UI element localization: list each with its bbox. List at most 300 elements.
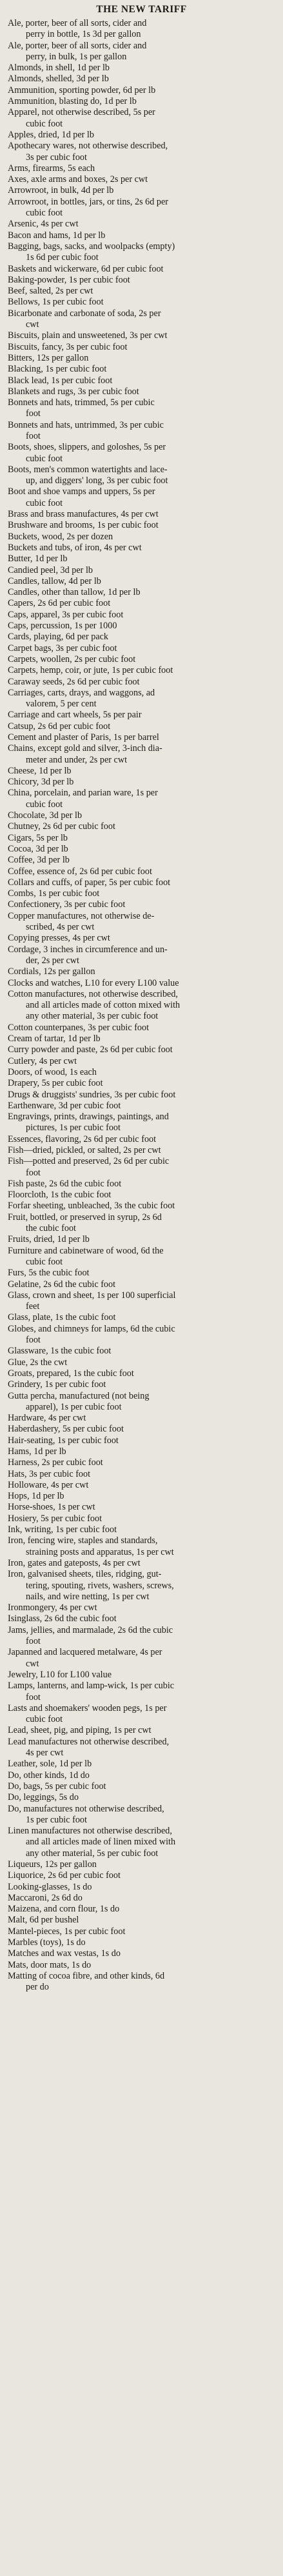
entry-line: Lead manufactures not otherwise described, [8, 1736, 170, 1747]
tariff-entry [8, 944, 278, 967]
tariff-entry [8, 643, 278, 654]
entry-line: Chicory, 3d per lb [8, 777, 74, 788]
tariff-entry [8, 1725, 278, 1736]
tariff-entry [8, 1391, 278, 1413]
tariff-entry [8, 1457, 278, 1468]
tariff-entry [8, 1368, 278, 1379]
tariff-entry [8, 130, 278, 141]
tariff-entry [8, 264, 278, 275]
tariff-entry [8, 1569, 278, 1603]
entry-line: Baskets and wickerware, 6d per cubic foot [8, 263, 164, 274]
entry-line: Bitters, 12s per gallon [8, 352, 89, 363]
entry-continuation: 1s 6d per cubic foot [26, 252, 99, 263]
entry-continuation: the cubic foot [26, 1223, 77, 1234]
tariff-entry [8, 1379, 278, 1390]
tariff-entry [8, 1179, 278, 1190]
tariff-entry [8, 888, 278, 899]
entry-line: Cream of tartar, 1d per lb [8, 1033, 101, 1044]
tariff-entry [8, 386, 278, 397]
entry-line: Do, manufactures not otherwise described, [8, 1803, 164, 1814]
entry-line: Arms, firearms, 5s each [8, 163, 95, 174]
entry-continuation: foot [26, 1692, 41, 1702]
tariff-entry [8, 342, 278, 353]
entry-continuation: meter and under, 2s per cwt [26, 754, 128, 765]
entry-continuation: cwt [26, 1658, 39, 1669]
entry-line: Gutta percha, manufactured (not being [8, 1390, 150, 1401]
entry-line: Iron, galvanised sheets, tiles, ridging, gut- [8, 1569, 162, 1580]
tariff-entry [8, 1937, 278, 1948]
tariff-entry [8, 1023, 278, 1033]
entry-line: Fish—potted and preserved, 2s 6d per cubic [8, 1156, 170, 1167]
entry-line: Matches and wax vestas, 1s do [8, 1948, 121, 1959]
entry-line: Glassware, 1s the cubic foot [8, 1346, 112, 1357]
entry-line: Apples, dried, 1d per lb [8, 129, 94, 140]
entry-line: Carpet bags, 3s per cubic foot [8, 643, 117, 654]
entry-continuation: valorem, 5 per cent [26, 699, 97, 710]
tariff-entry [8, 509, 278, 520]
tariff-entry [8, 665, 278, 676]
entry-line: Glass, crown and sheet, 1s per 100 superficial [8, 1290, 176, 1301]
tariff-entry [8, 1870, 278, 1881]
entry-line: Haberdashery, 5s per cubic foot [8, 1424, 124, 1435]
entry-line: Catsup, 2s 6d per cubic foot [8, 721, 111, 732]
tariff-entry [8, 1535, 278, 1558]
entry-line: Blankets and rugs, 3s per cubic foot [8, 386, 139, 397]
entry-line: Matting of cocoa fibre, and other kinds, 6d [8, 1970, 165, 1981]
entry-continuation: straining posts and apparatus, 1s per cwt [26, 1546, 174, 1557]
entry-line: Boot and shoe vamps and uppers, 5s per [8, 486, 155, 497]
tariff-entry [8, 1647, 278, 1670]
entry-line: Brushware and brooms, 1s per cubic foot [8, 520, 159, 531]
tariff-entry [8, 1112, 278, 1134]
tariff-entry [8, 777, 278, 788]
tariff-entry [8, 442, 278, 464]
entry-line: Buckets and tubs, of iron, 4s per cwt [8, 542, 142, 553]
tariff-entry [8, 1882, 278, 1893]
entry-line: Axes, axle arms and boxes, 2s per cwt [8, 174, 148, 185]
entry-line: Ammunition, blasting do, 1d per lb [8, 96, 137, 107]
tariff-entry [8, 1625, 278, 1648]
entry-line: Biscuits, plain and unsweetened, 3s per cwt [8, 330, 168, 341]
tariff-entry [8, 185, 278, 196]
entry-line: Linen manufactures not otherwise described, [8, 1826, 172, 1837]
entry-line: Globes, and chimneys for lamps, 6d the cubic [8, 1323, 175, 1334]
entry-line: Almonds, in shell, 1d per lb [8, 63, 110, 74]
tariff-entry [8, 1770, 278, 1781]
tariff-entry [8, 486, 278, 509]
entry-line: Ale, porter, beer of all sorts, cider and [8, 18, 147, 28]
entry-line: Hops, 1d per lb [8, 1491, 64, 1502]
entry-line: Cutlery, 4s per cwt [8, 1055, 77, 1066]
entry-continuation: any other material, 5s per cubic foot [26, 1848, 159, 1859]
entry-line: Blacking, 1s per cubic foot [8, 364, 107, 375]
tariff-entry [8, 330, 278, 341]
entry-line: Ammunition, sporting powder, 6d per lb [8, 85, 156, 95]
entry-line: Mantel-pieces, 1s per cubic foot [8, 1926, 126, 1937]
entry-continuation: and all articles made of cotton mixed with [26, 1000, 181, 1011]
entry-line: Hats, 3s per cubic foot [8, 1468, 91, 1479]
entry-line: Cards, playing, 6d per pack [8, 632, 109, 643]
tariff-entry [8, 241, 278, 264]
tariff-entry [8, 855, 278, 866]
tariff-entry [8, 1681, 278, 1703]
entry-line: Lasts and shoemakers' wooden pegs, 1s per [8, 1702, 167, 1713]
entry-line: Carpets, hemp, coir, or jute, 1s per cubic foot [8, 665, 173, 676]
entry-line: Confectionery, 3s per cubic foot [8, 899, 126, 910]
tariff-entry [8, 933, 278, 944]
tariff-entry [8, 1090, 278, 1101]
tariff-entry [8, 1435, 278, 1446]
entry-line: Baking-powder, 1s per cubic foot [8, 274, 130, 285]
entry-continuation: foot [26, 1167, 41, 1178]
tariff-entry [8, 1044, 278, 1055]
entry-line: Holloware, 4s per cwt [8, 1479, 89, 1490]
tariff-entry [8, 810, 278, 821]
entry-line: Gelatine, 2s 6d the cubic foot [8, 1279, 116, 1290]
tariff-entry [8, 219, 278, 230]
entry-line: Bonnets and hats, trimmed, 5s per cubic [8, 397, 155, 408]
tariff-entry [8, 1424, 278, 1435]
entry-continuation: foot [26, 1636, 41, 1647]
tariff-entry [8, 532, 278, 543]
entry-line: Candied peel, 3d per lb [8, 564, 93, 575]
tariff-entry [8, 1357, 278, 1368]
entry-line: Candles, other than tallow, 1d per lb [8, 587, 141, 598]
entry-continuation: perry, in bulk, 1s per gallon [26, 51, 127, 62]
tariff-entry [8, 844, 278, 855]
entry-line: Cordage, 3 inches in circumference and un- [8, 944, 168, 955]
entry-continuation: 4s per cwt [26, 1748, 64, 1759]
tariff-entry [8, 899, 278, 910]
tariff-entry [8, 1513, 278, 1524]
entry-continuation: scribed, 4s per cwt [26, 922, 95, 933]
entry-line: Hosiery, 5s per cubic foot [8, 1513, 102, 1524]
entry-line: Cordials, 12s per gallon [8, 966, 95, 977]
entry-line: Glue, 2s the cwt [8, 1357, 68, 1368]
tariff-entry [8, 353, 278, 364]
entry-continuation: and all articles made of linen mixed with [26, 1837, 176, 1848]
entry-line: Carpets, woollen, 2s per cubic foot [8, 654, 136, 664]
tariff-entry [8, 632, 278, 643]
tariff-entry [8, 1324, 278, 1346]
entry-line: Cotton counterpanes, 3s per cubic foot [8, 1022, 150, 1033]
tariff-entry [8, 621, 278, 632]
tariff-entry [8, 1190, 278, 1201]
tariff-entry [8, 1737, 278, 1759]
entry-line: Arrowroot, in bottles, jars, or tins, 2s 6d per [8, 196, 169, 207]
tariff-entry [8, 1926, 278, 1937]
entry-line: Boots, shoes, slippers, and goloshes, 5s per [8, 442, 166, 453]
entry-line: Do, bags, 5s per cubic foot [8, 1781, 106, 1792]
tariff-entry [8, 654, 278, 665]
tariff-entry [8, 18, 278, 41]
tariff-entry [8, 174, 278, 185]
tariff-entry [8, 1346, 278, 1357]
tariff-entry [8, 911, 278, 934]
tariff-entry [8, 375, 278, 386]
entry-line: Horse-shoes, 1s per cwt [8, 1502, 95, 1513]
entry-continuation: foot [26, 430, 41, 441]
entry-line: Combs, 1s per cubic foot [8, 888, 100, 899]
tariff-entry [8, 1290, 278, 1313]
tariff-entry [8, 1078, 278, 1089]
entry-continuation: feet [26, 1301, 40, 1312]
entry-continuation: pictures, 1s per cubic foot [26, 1123, 121, 1133]
entry-line: Malt, 6d per bushel [8, 1915, 79, 1926]
page-title: THE NEW TARIFF [96, 4, 187, 15]
tariff-entry [8, 1234, 278, 1245]
entry-line: Jewelry, L10 for L100 value [8, 1669, 112, 1680]
entry-line: Biscuits, fancy, 3s per cubic foot [8, 341, 128, 352]
entry-line: Caps, percussion, 1s per 1000 [8, 621, 117, 632]
entry-continuation: any other material, 3s per cubic foot [26, 1011, 159, 1022]
entry-line: Furniture and cabinetware of wood, 6d the [8, 1245, 164, 1256]
entry-line: Forfar sheeting, unbleached, 3s the cubic foot [8, 1201, 175, 1212]
entry-line: Capers, 2s 6d per cubic foot [8, 598, 111, 609]
tariff-entry [8, 1502, 278, 1513]
entry-line: Apothecary wares, not otherwise described, [8, 141, 168, 152]
entry-line: Floorcloth, 1s the cubic foot [8, 1190, 112, 1201]
tariff-entry [8, 1480, 278, 1491]
entry-line: Iron, fencing wire, staples and standards, [8, 1535, 158, 1546]
tariff-entry [8, 197, 278, 219]
entry-line: Chains, except gold and silver, 3-inch dia- [8, 743, 162, 754]
tariff-entry [8, 1781, 278, 1792]
tariff-entry [8, 788, 278, 810]
entry-continuation: foot [26, 1335, 41, 1346]
entry-line: Fruits, dried, 1d per lb [8, 1234, 90, 1245]
entry-line: Earthenware, 3d per cubic foot [8, 1100, 121, 1111]
entry-line: Lead, sheet, pig, and piping, 1s per cwt [8, 1725, 151, 1736]
tariff-entry [8, 1524, 278, 1535]
tariff-entry [8, 1603, 278, 1613]
entry-line: Marbles (toys), 1s do [8, 1937, 86, 1948]
tariff-entry [8, 677, 278, 688]
tariff-entry [8, 710, 278, 721]
entry-line: Cement and plaster of Paris, 1s per barrel [8, 732, 159, 743]
tariff-entry [8, 308, 278, 331]
tariff-entry [8, 1268, 278, 1279]
tariff-entry [8, 989, 278, 1023]
entry-continuation: tering, spouting, rivets, washers, screws, [26, 1580, 174, 1591]
entry-line: Maizena, and corn flour, 1s do [8, 1904, 120, 1915]
entry-line: Liqueurs, 12s per gallon [8, 1859, 97, 1870]
tariff-entry [8, 141, 278, 163]
entry-line: Fruit, bottled, or preserved in syrup, 2s 6d [8, 1212, 162, 1223]
tariff-entry [8, 610, 278, 621]
tariff-entry [8, 1703, 278, 1726]
tariff-entry [8, 1413, 278, 1424]
entry-continuation: apparel), 1s per cubic foot [26, 1401, 122, 1412]
tariff-entry [8, 41, 278, 63]
entry-line: Hardware, 4s per cwt [8, 1413, 86, 1424]
entry-line: Collars and cuffs, of paper, 5s per cubic foot [8, 877, 171, 888]
entry-line: Coffee, essence of, 2s 6d per cubic foot [8, 866, 152, 877]
tariff-entry [8, 576, 278, 587]
tariff-entry [8, 1491, 278, 1502]
entry-line: Lamps, lanterns, and lamp-wick, 1s per cubic [8, 1681, 175, 1692]
tariff-entry [8, 1101, 278, 1112]
entry-line: Carriage and cart wheels, 5s per pair [8, 710, 142, 721]
entry-line: Fish paste, 2s 6d the cubic foot [8, 1178, 122, 1189]
tariff-entry [8, 420, 278, 443]
entry-continuation: cubic foot [26, 1256, 63, 1267]
entry-line: Bacon and hams, 1d per lb [8, 230, 106, 241]
entry-line: Coffee, 3d per lb [8, 855, 70, 866]
tariff-entry [8, 520, 278, 531]
tariff-entry [8, 978, 278, 989]
entry-line: Carriages, carts, drays, and waggons, ad [8, 687, 155, 698]
entry-continuation: cubic foot [26, 497, 63, 508]
entry-line: Arrowroot, in bulk, 4d per lb [8, 185, 114, 196]
entry-line: Curry powder and paste, 2s 6d per cubic foot [8, 1044, 173, 1055]
tariff-entry [8, 230, 278, 241]
tariff-entry [8, 464, 278, 487]
tariff-entry [8, 821, 278, 832]
tariff-entry [8, 688, 278, 710]
entry-line: Cocoa, 3d per lb [8, 843, 68, 854]
entry-line: Bellows, 1s per cubic foot [8, 297, 104, 308]
tariff-entry [8, 1246, 278, 1268]
tariff-entry [8, 554, 278, 564]
entry-line: Furs, 5s the cubic foot [8, 1268, 90, 1279]
tariff-entry [8, 1145, 278, 1156]
entry-line: Isinglass, 2s 6d the cubic foot [8, 1613, 117, 1624]
entry-line: Bonnets and hats, untrimmed, 3s per cubic [8, 419, 164, 430]
entry-continuation: cubic foot [26, 453, 63, 464]
entry-line: Mats, door mats, 1s do [8, 1959, 92, 1970]
entry-line: Beef, salted, 2s per cwt [8, 286, 93, 297]
entry-line: Drugs & druggists' sundries, 3s per cubic foot [8, 1089, 176, 1100]
tariff-entry [8, 275, 278, 286]
entry-line: Almonds, shelled, 3d per lb [8, 74, 109, 85]
entry-line: Do, leggings, 5s do [8, 1792, 79, 1803]
entry-continuation: cubic foot [26, 1714, 63, 1725]
tariff-entry [8, 543, 278, 554]
tariff-entry [8, 163, 278, 174]
entry-line: Leather, sole, 1d per lb [8, 1759, 92, 1770]
entry-line: Copying presses, 4s per cwt [8, 933, 110, 944]
entry-line: Arsenic, 4s per cwt [8, 219, 79, 230]
entry-line: Hair-seating, 1s per cubic foot [8, 1435, 119, 1446]
entry-continuation: cubic foot [26, 799, 63, 810]
tariff-entry [8, 1469, 278, 1480]
tariff-entry [8, 866, 278, 877]
tariff-entry [8, 1212, 278, 1235]
tariff-entry [8, 1156, 278, 1179]
tariff-entry [8, 1893, 278, 1904]
tariff-entry [8, 766, 278, 777]
entry-line: Caps, apparel, 3s per cubic foot [8, 609, 124, 620]
entry-line: Essences, flavoring, 2s 6d per cubic foot [8, 1133, 157, 1144]
entry-line: Looking-glasses, 1s do [8, 1881, 92, 1892]
entry-line: Ironmongery, 4s per cwt [8, 1603, 97, 1613]
tariff-entry [8, 63, 278, 74]
entry-line: Ale, porter, beer of all sorts, cider and [8, 40, 147, 51]
entry-line: Harness, 2s per cubic foot [8, 1457, 103, 1468]
entry-continuation: der, 2s per cwt [26, 955, 79, 966]
tariff-entry [8, 1067, 278, 1078]
entry-continuation: cubic foot [26, 118, 63, 129]
entry-line: Maccaroni, 2s 6d do [8, 1892, 83, 1903]
entry-continuation: cubic foot [26, 208, 63, 219]
entry-continuation: cwt [26, 319, 39, 330]
tariff-entry [8, 1804, 278, 1826]
tariff-entry [8, 1056, 278, 1067]
entry-line: Black lead, 1s per cubic foot [8, 375, 113, 386]
tariff-entry [8, 1033, 278, 1044]
tariff-entry [8, 1312, 278, 1323]
entry-line: Cotton manufactures, not otherwise described, [8, 988, 178, 999]
entry-line: Bicarbonate and carbonate of soda, 2s per [8, 308, 161, 319]
tariff-entry [8, 1279, 278, 1290]
tariff-entry [8, 1134, 278, 1145]
entry-line: Boots, men's common watertights and lace- [8, 464, 168, 475]
tariff-entry [8, 598, 278, 609]
tariff-entry [8, 877, 278, 888]
entry-line: Hams, 1d per lb [8, 1446, 66, 1457]
tariff-entry [8, 74, 278, 85]
entry-line: Cheese, 1d per lb [8, 765, 72, 776]
tariff-entry [8, 587, 278, 598]
tariff-entry [8, 1446, 278, 1457]
tariff-entry [8, 1201, 278, 1212]
tariff-entry [8, 1759, 278, 1770]
entry-line: Clocks and watches, L10 for every L100 value [8, 977, 179, 988]
tariff-entry [8, 1971, 278, 1993]
entry-continuation: up, and diggers' long, 3s per cubic foot [26, 475, 168, 486]
entry-line: China, porcelain, and parian ware, 1s per [8, 788, 158, 799]
entry-continuation: 1s per cubic foot [26, 1814, 87, 1825]
entry-line: Do, other kinds, 1d do [8, 1770, 90, 1781]
entry-line: Copper manufactures, not otherwise de- [8, 910, 155, 921]
tariff-entry [8, 1670, 278, 1681]
entry-line: Caraway seeds, 2s 6d per cubic foot [8, 676, 140, 687]
tariff-entry [8, 96, 278, 107]
tariff-entry [8, 966, 278, 977]
entry-line: Doors, of wood, 1s each [8, 1066, 97, 1077]
tariff-entry [8, 1558, 278, 1569]
tariff-entry [8, 1904, 278, 1915]
entry-line: Fish—dried, pickled, or salted, 2s per cwt [8, 1144, 161, 1155]
tariff-entry [8, 397, 278, 420]
entry-line: Cigars, 5s per lb [8, 832, 68, 843]
entry-line: Bagging, bags, sacks, and woolpacks (empty) [8, 241, 175, 252]
tariff-entry [8, 833, 278, 844]
tariff-entry [8, 743, 278, 766]
entry-line: Butter, 1d per lb [8, 554, 68, 564]
tariff-entry [8, 732, 278, 743]
tariff-entry [8, 1915, 278, 1926]
tariff-entry [8, 286, 278, 297]
entry-line: Apparel, not otherwise described, 5s per [8, 107, 155, 118]
tariff-entry [8, 1960, 278, 1971]
tariff-entry [8, 107, 278, 130]
entry-continuation: foot [26, 408, 41, 419]
tariff-entry [8, 85, 278, 96]
entry-line: Chocolate, 3d per lb [8, 810, 83, 821]
entry-line: Iron, gates and gateposts, 4s per cwt [8, 1557, 141, 1568]
tariff-entry [8, 297, 278, 308]
tariff-entry [8, 1826, 278, 1859]
entry-line: Candles, tallow, 4d per lb [8, 575, 101, 586]
entry-continuation: nails, and wire netting, 1s per cwt [26, 1591, 150, 1602]
entry-line: Chutney, 2s 6d per cubic foot [8, 821, 115, 832]
tariff-entry [8, 721, 278, 732]
entry-line: Grindery, 1s per cubic foot [8, 1379, 106, 1390]
tariff-entry [8, 1948, 278, 1959]
entry-line: Glass, plate, 1s the cubic foot [8, 1312, 116, 1323]
